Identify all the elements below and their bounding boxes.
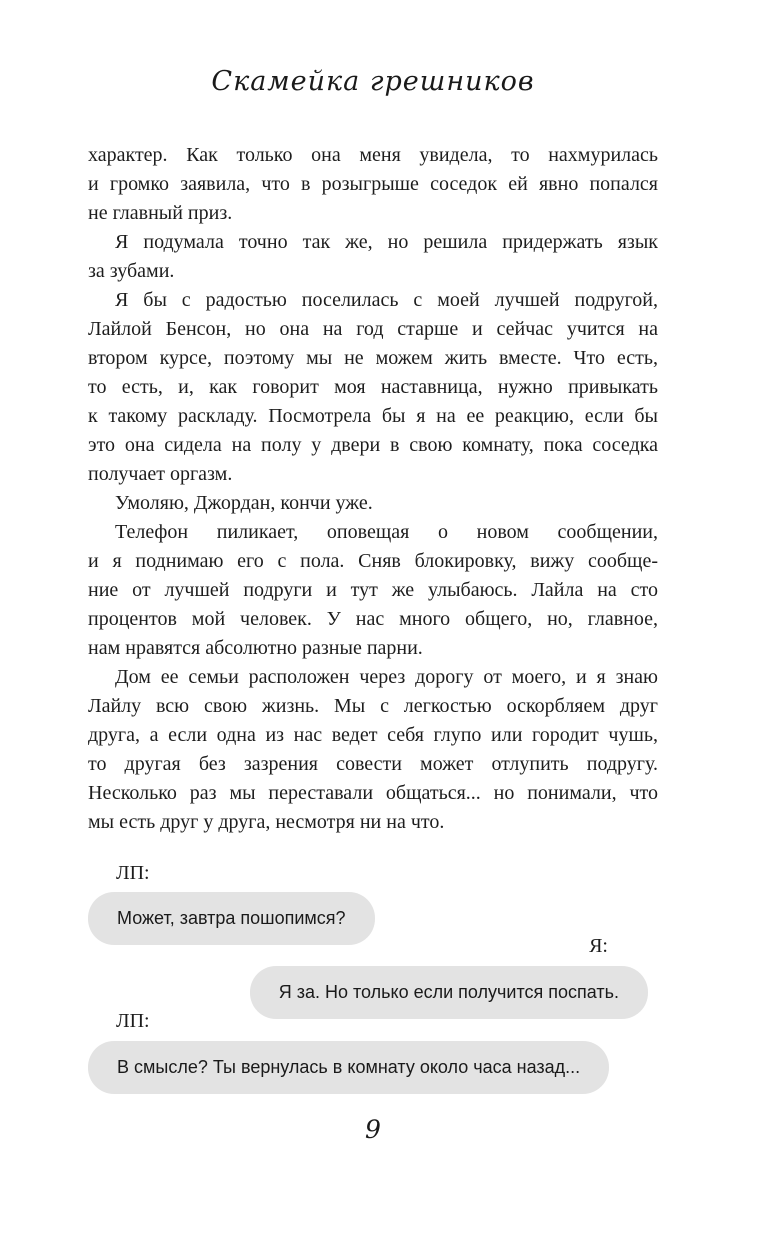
paragraph-line: то есть, и, как говорит моя наставница, нужно привыкать <box>88 376 658 398</box>
paragraph-line: к такому раскладу. Посмотрела бы я на ее реакцию, если бы <box>88 405 658 427</box>
paragraph-line: то другая без зазрения совести может отлупить подругу. <box>88 753 658 775</box>
paragraph-line: нам нравятся абсолютно разные парни. <box>88 637 423 659</box>
page-number: 9 <box>365 1115 381 1144</box>
chat-bubble: В смысле? Ты вернулась в комнату около часа назад... <box>88 1041 609 1094</box>
paragraph-line: Лайлу всю свою жизнь. Мы с легкостью оскорбляем друг <box>88 695 658 717</box>
chat-sender-label: ЛП: <box>116 1010 150 1032</box>
paragraph-line: ние от лучшей подруги и тут же улыбаюсь. Лайла на сто <box>88 579 658 601</box>
paragraph-line: и я поднимаю его с пола. Сняв блокировку, вижу сообще- <box>88 550 658 572</box>
paragraph-line: не главный приз. <box>88 202 233 224</box>
paragraph-line: Я бы с радостью поселилась с моей лучшей подругой, <box>115 289 658 311</box>
paragraph-line: Телефон пиликает, оповещая о новом сообщении, <box>115 521 658 543</box>
paragraph-line: втором курсе, поэтому мы не можем жить вместе. Что есть, <box>88 347 658 369</box>
chat-sender-label: Я: <box>589 935 608 957</box>
paragraph-line: Умоляю, Джордан, кончи уже. <box>115 492 373 514</box>
paragraph-line: Дом ее семьи расположен через дорогу от моего, и я знаю <box>115 666 658 688</box>
paragraph-line: за зубами. <box>88 260 175 282</box>
paragraph-line: характер. Как только она меня увидела, то нахмурилась <box>88 144 658 166</box>
chat-bubble: Я за. Но только если получится поспать. <box>250 966 648 1019</box>
chat-sender-label: ЛП: <box>116 862 150 884</box>
paragraph-line: Лайлой Бенсон, но она на год старше и сейчас учится на <box>88 318 658 340</box>
paragraph-line: и громко заявила, что в розыгрыше соседок ей явно попался <box>88 173 658 195</box>
chat-transcript <box>88 855 658 1097</box>
chat-bubble: Может, завтра пошопимся? <box>88 892 375 945</box>
paragraph-line: Я подумала точно так же, но решила придержать язык <box>115 231 658 253</box>
body-text <box>88 141 658 837</box>
paragraph-line: друга, а если одна из нас ведет себя глупо или городит чушь, <box>88 724 658 746</box>
paragraph-line: получает оргазм. <box>88 463 233 485</box>
paragraph-line: Несколько раз мы переставали общаться... но понимали, что <box>88 782 658 804</box>
paragraph-line: мы есть друг у друга, несмотря ни на что. <box>88 811 445 833</box>
paragraph-line: процентов мой человек. У нас много общего, но, главное, <box>88 608 658 630</box>
book-title: Скамейка грешников <box>211 66 535 97</box>
paragraph-line: это она сидела на полу у двери в свою комнату, пока соседка <box>88 434 658 456</box>
text-column <box>88 141 658 1097</box>
